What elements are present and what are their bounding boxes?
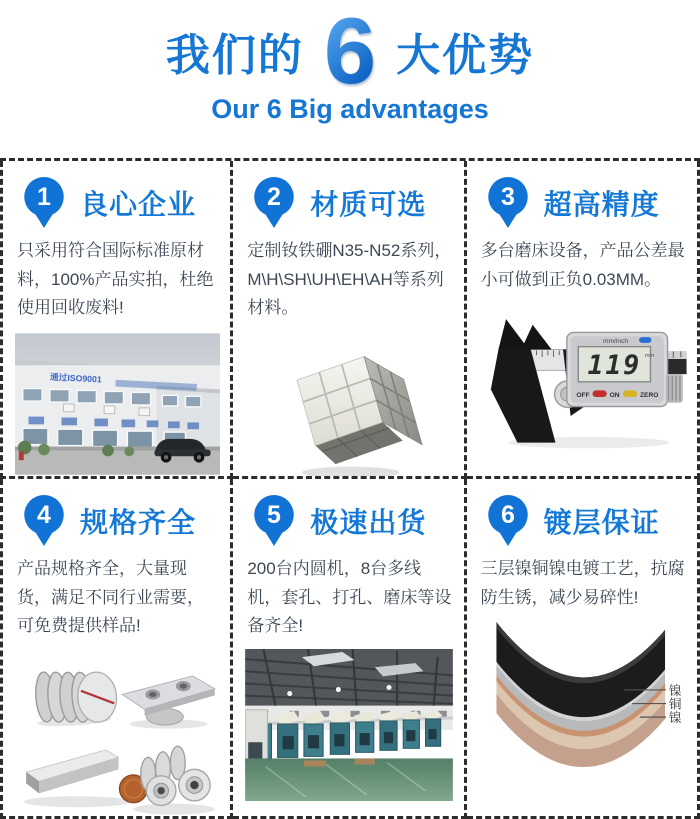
advantage-card-4 [0, 479, 233, 819]
number-badge-pin-icon [253, 495, 295, 547]
svg-text:3: 3 [500, 183, 515, 212]
advantage-title: 规格齐全 [80, 507, 197, 538]
svg-text:mm/inch: mm/inch [602, 337, 628, 345]
advantage-card-1 [0, 161, 233, 479]
advantage-description: 200台内圆机，8台多线机，套孔、打孔、磨床等设备齐全! [247, 559, 452, 636]
advantage-description: 三层镍铜镍电镀工艺，抗腐防生锈，减少易碎性! [480, 559, 685, 607]
advantage-card-6 [467, 479, 700, 819]
page-header [0, 0, 700, 158]
advantage-title: 材质可选 [310, 189, 427, 220]
workshop-machines-photo [245, 649, 453, 801]
title-number-6: 6 [320, 8, 380, 94]
svg-text:通过ISO9001: 通过ISO9001 [49, 371, 102, 385]
svg-text:镍: 镍 [668, 711, 682, 726]
svg-text:2: 2 [267, 183, 282, 212]
page-subtitle: Our 6 Big advantages [211, 94, 489, 125]
advantage-description: 只采用符合国际标准原材料，100%产品实拍，杜绝使用回收废料! [17, 241, 214, 318]
svg-text:镍: 镍 [668, 683, 682, 698]
title-right: 大优势 [396, 31, 535, 81]
svg-text:119: 119 [587, 350, 642, 382]
svg-text:5: 5 [267, 501, 282, 530]
number-badge-pin-icon [23, 495, 65, 547]
page-title [0, 0, 700, 103]
number-badge-pin-icon [23, 177, 65, 229]
svg-text:OFF: OFF [576, 392, 590, 400]
factory-building-photo [15, 331, 220, 477]
advantages-grid [0, 158, 700, 819]
plating-layers-diagram [479, 620, 687, 790]
svg-text:1: 1 [37, 183, 51, 212]
svg-text:4: 4 [37, 501, 51, 530]
advantage-title: 镀层保证 [543, 507, 660, 538]
digital-caliper-photo [479, 302, 687, 454]
advantage-card-5 [233, 479, 466, 819]
advantage-title: 极速出货 [310, 507, 427, 538]
svg-text:mm: mm [644, 353, 655, 360]
magnet-assortment-photo [15, 649, 220, 819]
number-badge-pin-icon [487, 495, 529, 547]
number-badge-pin-icon [253, 177, 295, 229]
title-left: 我们的 [165, 31, 304, 81]
svg-text:6: 6 [500, 501, 515, 530]
advantage-description: 多台磨床设备，产品公差最小可做到正负0.03MM。 [480, 241, 685, 289]
advantage-description: 定制钕铁硼N35-N52系列，M\H\SH\UH\EH\AH等系列材料。 [247, 241, 452, 318]
number-badge-pin-icon [487, 177, 529, 229]
advantage-title: 超高精度 [543, 189, 660, 220]
svg-text:ON: ON [609, 392, 620, 400]
advantage-card-2 [233, 161, 466, 479]
svg-text:铜: 铜 [668, 697, 682, 712]
magnet-cube-photo [245, 331, 453, 479]
advantage-card-3 [467, 161, 700, 479]
advantage-title: 良心企业 [80, 189, 197, 220]
svg-text:ZERO: ZERO [639, 392, 659, 400]
advantage-description: 产品规格齐全，大量现货，满足不同行业需要，可免费提供样品! [17, 559, 204, 636]
